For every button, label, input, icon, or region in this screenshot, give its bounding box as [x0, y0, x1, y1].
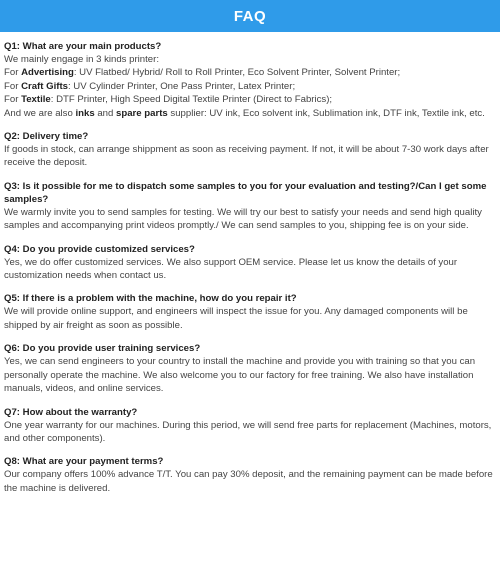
faq-item-1 [4, 40, 496, 120]
faq-item-7 [4, 406, 496, 446]
faq-header [0, 0, 500, 32]
faq-question: Q1: What are your main products? [4, 41, 162, 52]
faq-item-2 [4, 130, 496, 170]
faq-answer: If goods in stock, can arrange shippment as soon as receiving payment. If not, it will be about 7-30 work days after receive the deposit. [4, 144, 489, 169]
faq-item-6 [4, 342, 496, 395]
faq-answer-line: For Advertising: UV Flatbed/ Hybrid/ Roll to Roll Printer, Eco Solvent Printer, Solvent Printer; [4, 67, 401, 79]
faq-question: Q4: Do you provide customized services? [4, 243, 195, 255]
faq-answer: We warmly invite you to send samples for testing. We will try our best to satisfy your needs and send high quality samples and accompanying print videos promptly./ We can send samples to you, shipping fee is on your side. [4, 206, 482, 232]
faq-question: Q3: Is it possible for me to dispatch some samples to you for your evaluation and testing?/Can I get some samples? [4, 180, 487, 205]
faq-question: Q2: Delivery time? [4, 131, 89, 143]
category-textile: Textile [21, 94, 51, 106]
faq-answer: We will provide online support, and engineers will inspect the issue for you. Any damaged components will be shipped by air freight as soon as possible. [4, 306, 468, 331]
faq-question: Q8: What are your payment terms? [4, 456, 164, 468]
faq-title: FAQ [233, 7, 267, 25]
faq-answer: Yes, we do offer customized services. We also support OEM service. Please let us know the details of your customization needs when contact us. [4, 256, 458, 282]
faq-answer-line: For Craft Gifts: UV Cylinder Printer, One Pass Printer, Latex Printer; [4, 80, 296, 92]
faq-answer-line: And we are also inks and spare parts supplier: UV ink, Eco solvent ink, Sublimation ink, DTF ink, Textile ink, etc. [4, 107, 485, 119]
faq-answer-line: For Textile: DTF Printer, High Speed Digital Textile Printer (Direct to Fabrics); [4, 94, 333, 106]
faq-item-8 [4, 455, 496, 495]
faq-answer: One year warranty for our machines. During this period, we will send free parts for replacement (Machines, motors, and other components). [4, 419, 492, 444]
faq-question: Q5: If there is a problem with the machine, how do you repair it? [4, 293, 297, 305]
faq-item-3 [4, 180, 496, 233]
faq-list [0, 32, 500, 495]
category-advertising: Advertising [21, 67, 74, 79]
faq-answer-intro: We mainly engage in 3 kinds printer: [4, 54, 160, 65]
faq-question: Q7: How about the warranty? [4, 406, 138, 418]
faq-item-4 [4, 243, 496, 283]
faq-answer: Our company offers 100% advance T/T. You can pay 30% deposit, and the remaining payment can be made before the machine is delivered. [4, 469, 493, 494]
faq-item-5 [4, 292, 496, 332]
faq-question: Q6: Do you provide user training services? [4, 343, 201, 355]
category-inks: inks [75, 107, 95, 119]
category-craft-gifts: Craft Gifts [21, 80, 68, 92]
category-spare-parts: spare parts [116, 107, 168, 119]
faq-answer: Yes, we can send engineers to your country to install the machine and provide you with training so that you can personally operate the machine. We also welcome you to our factory for free training. We also have installation manuals, videos, and online services. [4, 356, 476, 395]
